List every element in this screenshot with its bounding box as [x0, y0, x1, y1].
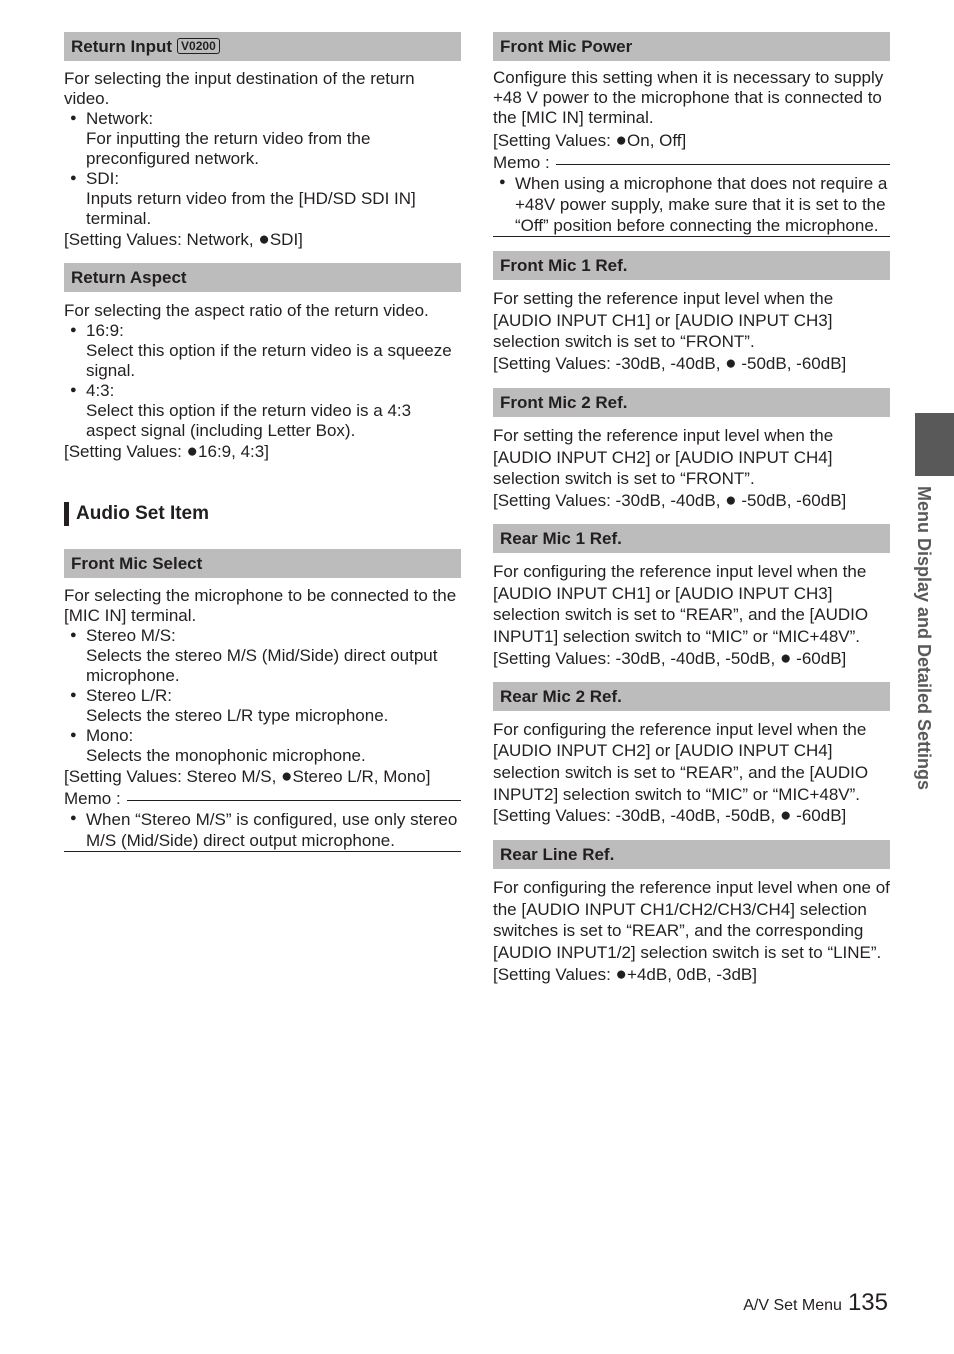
audio-set-item-heading: Audio Set Item — [64, 502, 461, 526]
section-heading: Rear Line Ref. — [493, 840, 890, 869]
front-mic2-ref-section — [493, 388, 890, 511]
default-marker-icon: ● — [615, 963, 628, 985]
list-item: ● 4:3: Select this option if the return video is a 4:3 aspect signal (including Letter Box). — [64, 381, 461, 441]
section-body: For configuring the reference input level when the [AUDIO INPUT CH1] or [AUDIO INPUT CH3] selection switch is set to “REAR”, and the [AUDIO INPUT1] selection switch to “MIC” or “MIC+48V”. — [493, 562, 869, 647]
list-item: ● When “Stereo M/S” is configured, use only stereo M/S (Mid/Side) direct output microphone. — [64, 809, 461, 851]
return-input-section — [64, 32, 461, 250]
list-item: ● 16:9: Select this option if the return video is a squeeze signal. — [64, 321, 461, 381]
section-heading: Front Mic Select — [64, 549, 461, 578]
memo-header: Memo : — [493, 153, 890, 173]
section-heading: Return Aspect — [64, 263, 461, 292]
return-aspect-section — [64, 263, 461, 462]
setting-values: [Setting Values: ●+4dB, 0dB, -3dB] — [493, 963, 757, 985]
default-marker-icon: ● — [186, 441, 199, 462]
list-item: ● Stereo M/S: Selects the stereo M/S (Mid/Side) direct output microphone. — [64, 626, 461, 686]
rear-mic2-ref-section — [493, 682, 890, 828]
option-list — [64, 626, 461, 766]
setting-values: [Setting Values: -30dB, -40dB, ● -50dB, -60dB] — [493, 352, 847, 374]
list-item: ● Mono: Selects the monophonic microphone. — [64, 726, 461, 766]
rear-mic1-ref-section — [493, 524, 890, 670]
section-heading: Rear Mic 2 Ref. — [493, 682, 890, 711]
default-marker-icon: ● — [779, 647, 792, 669]
memo-list — [64, 809, 461, 852]
section-heading: Return Input V0200 — [64, 32, 461, 61]
section-body: Configure this setting when it is necessary to supply +48 V power to the microphone that is connected to the [MIC IN] terminal. — [493, 68, 884, 127]
setting-values: [Setting Values: -30dB, -40dB, -50dB, ● -60dB] — [493, 805, 847, 827]
default-marker-icon: ● — [779, 805, 792, 827]
section-intro: For selecting the microphone to be connected to the [MIC IN] terminal. — [64, 586, 457, 625]
setting-values: [Setting Values: -30dB, -40dB, -50dB, ● -60dB] — [493, 647, 847, 669]
setting-values: [Setting Values: ●On, Off] — [493, 130, 687, 151]
default-marker-icon: ● — [725, 489, 737, 511]
page-number: 135 — [847, 1289, 888, 1316]
default-marker-icon: ● — [725, 352, 737, 374]
version-badge: V0200 — [177, 38, 220, 54]
section-heading: Front Mic 2 Ref. — [493, 388, 890, 417]
section-body: For configuring the reference input level when one of the [AUDIO INPUT CH1/CH2/CH3/CH4] selection switches is set to “REAR”, and the corresponding [AUDIO INPUT1/2] selection switch is set to “LINE”. — [493, 878, 890, 963]
heading-bar-icon — [64, 502, 69, 526]
list-item: ● When using a microphone that does not require a +48V power supply, make sure that it is set to the “Off” position before connecting the microphone. — [493, 173, 890, 236]
right-column — [493, 32, 890, 986]
default-marker-icon: ● — [258, 229, 270, 250]
default-marker-icon: ● — [281, 766, 293, 787]
page-footer — [743, 1289, 888, 1316]
setting-values: [Setting Values: ●16:9, 4:3] — [64, 441, 269, 462]
setting-values: [Setting Values: -30dB, -40dB, ● -50dB, -60dB] — [493, 489, 847, 511]
front-mic1-ref-section — [493, 251, 890, 374]
front-mic-power-section — [493, 32, 890, 237]
left-column — [64, 32, 461, 852]
default-marker-icon: ● — [615, 130, 628, 151]
section-intro: For selecting the input destination of the return video. — [64, 69, 415, 108]
chapter-tab-label: Menu Display and Detailed Settings — [914, 486, 934, 791]
section-body: For configuring the reference input level when the [AUDIO INPUT CH2] or [AUDIO INPUT CH4] selection switch is set to “REAR”, and the [AUDIO INPUT2] selection switch to “MIC” or “MIC+48V”. — [493, 719, 869, 804]
setting-values: [Setting Values: Stereo M/S, ●Stereo L/R, Mono] — [64, 766, 431, 787]
option-list — [64, 321, 461, 441]
list-item: ● Stereo L/R: Selects the stereo L/R type microphone. — [64, 686, 461, 726]
section-body: For setting the reference input level when the [AUDIO INPUT CH1] or [AUDIO INPUT CH3] selection switch is set to “FRONT”. — [493, 289, 834, 351]
section-heading: Rear Mic 1 Ref. — [493, 524, 890, 553]
memo-list — [493, 173, 890, 237]
section-heading: Front Mic 1 Ref. — [493, 251, 890, 280]
front-mic-select-section — [64, 549, 461, 852]
list-item: ● Network: For inputting the return video from the preconfigured network. — [64, 109, 461, 169]
chapter-tab-marker — [915, 413, 954, 476]
list-item: ● SDI: Inputs return video from the [HD/SD SDI IN] terminal. — [64, 169, 461, 229]
setting-values: [Setting Values: Network, ●SDI] — [64, 229, 303, 250]
option-list — [64, 109, 461, 229]
memo-header: Memo : — [64, 789, 461, 809]
footer-section: A/V Set Menu — [743, 1297, 842, 1314]
section-heading: Front Mic Power — [493, 32, 890, 61]
section-body: For setting the reference input level when the [AUDIO INPUT CH2] or [AUDIO INPUT CH4] selection switch is set to “FRONT”. — [493, 426, 834, 488]
section-intro: For selecting the aspect ratio of the return video. — [64, 301, 429, 320]
rear-line-ref-section — [493, 840, 890, 986]
